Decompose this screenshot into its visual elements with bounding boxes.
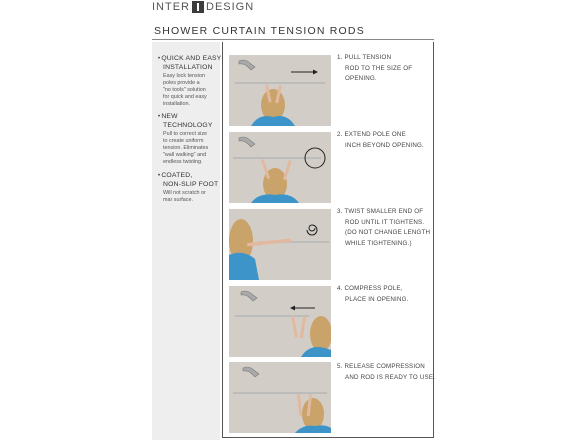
feature-text: Pull to correct size [163,131,208,137]
page-title: SHOWER CURTAIN TENSION RODS [154,25,365,37]
feature-text: poles provide a [163,80,200,86]
feature-new-technology: •NEW TECHNOLOGY Pull to correct size to create uniform tension. Eliminates "wall walking" and endless twisting. [158,113,224,166]
features-sidebar [152,42,220,440]
step-4-photo [229,286,331,357]
feature-heading: NEW [161,113,178,120]
feature-heading: NON-SLIP FOOT [163,180,219,188]
step-line: (DO NOT CHANGE LENGTH [345,229,431,236]
feature-heading: COATED, [161,172,193,179]
step-line: 3. TWIST SMALLER END OF [337,208,424,215]
step-line: 2. EXTEND POLE ONE [337,131,406,138]
step-line: 4. COMPRESS POLE, [337,285,403,292]
feature-text: Will not scratch or [163,190,206,196]
step-line: AND ROD IS READY TO USE. [345,373,436,381]
step-2-photo [229,132,331,203]
step-5-photo [229,362,331,433]
step-line: OPENING. [345,75,377,82]
step-line: WHILE TIGHTENING.) [345,239,412,247]
feature-text: Easy lock tension [163,73,205,79]
step-5-text [337,362,435,383]
step-line: 5. RELEASE COMPRESSION [337,363,425,370]
step-line: ROD TO THE SIZE OF [345,64,413,72]
step-line: PLACE IN OPENING. [345,295,409,303]
steps-panel [222,42,434,438]
feature-heading: QUICK AND EASY [161,55,222,62]
feature-text: mar surface. [163,197,193,203]
step-4-text [337,284,409,305]
feature-text: for quick and easy [163,94,207,100]
brand-mark-icon [192,1,204,13]
feature-heading: INSTALLATION [163,63,213,71]
feature-non-slip: •COATED, NON-SLIP FOOT Will not scratch or mar surface. [158,172,224,204]
feature-text: installation. [163,101,190,107]
feature-quick-install: •QUICK AND EASY INSTALLATION Easy lock tension poles provide a "no tools" solution for quick and easy installation. [158,55,224,108]
step-3-text [337,207,430,249]
title-divider [152,39,434,40]
step-line: 1. PULL TENSION [337,54,392,61]
feature-text: tension. Eliminates [163,145,209,151]
step-2-text [337,130,424,151]
brand-right: DESIGN [206,1,255,13]
step-1-text [337,53,412,85]
feature-text: endless twisting. [163,159,203,165]
feature-heading: TECHNOLOGY [163,121,213,129]
step-3-photo [229,209,331,280]
brand-left: INTER [152,1,190,13]
feature-text: "wall walking" and [163,152,207,158]
feature-text: "no tools" solution [163,87,206,93]
step-line: ROD UNTIL IT TIGHTENS. [345,218,425,226]
brand-logo [152,0,254,14]
feature-text: to create uniform [163,138,204,144]
step-1-photo [229,55,331,126]
step-line: INCH BEYOND OPENING. [345,141,424,149]
